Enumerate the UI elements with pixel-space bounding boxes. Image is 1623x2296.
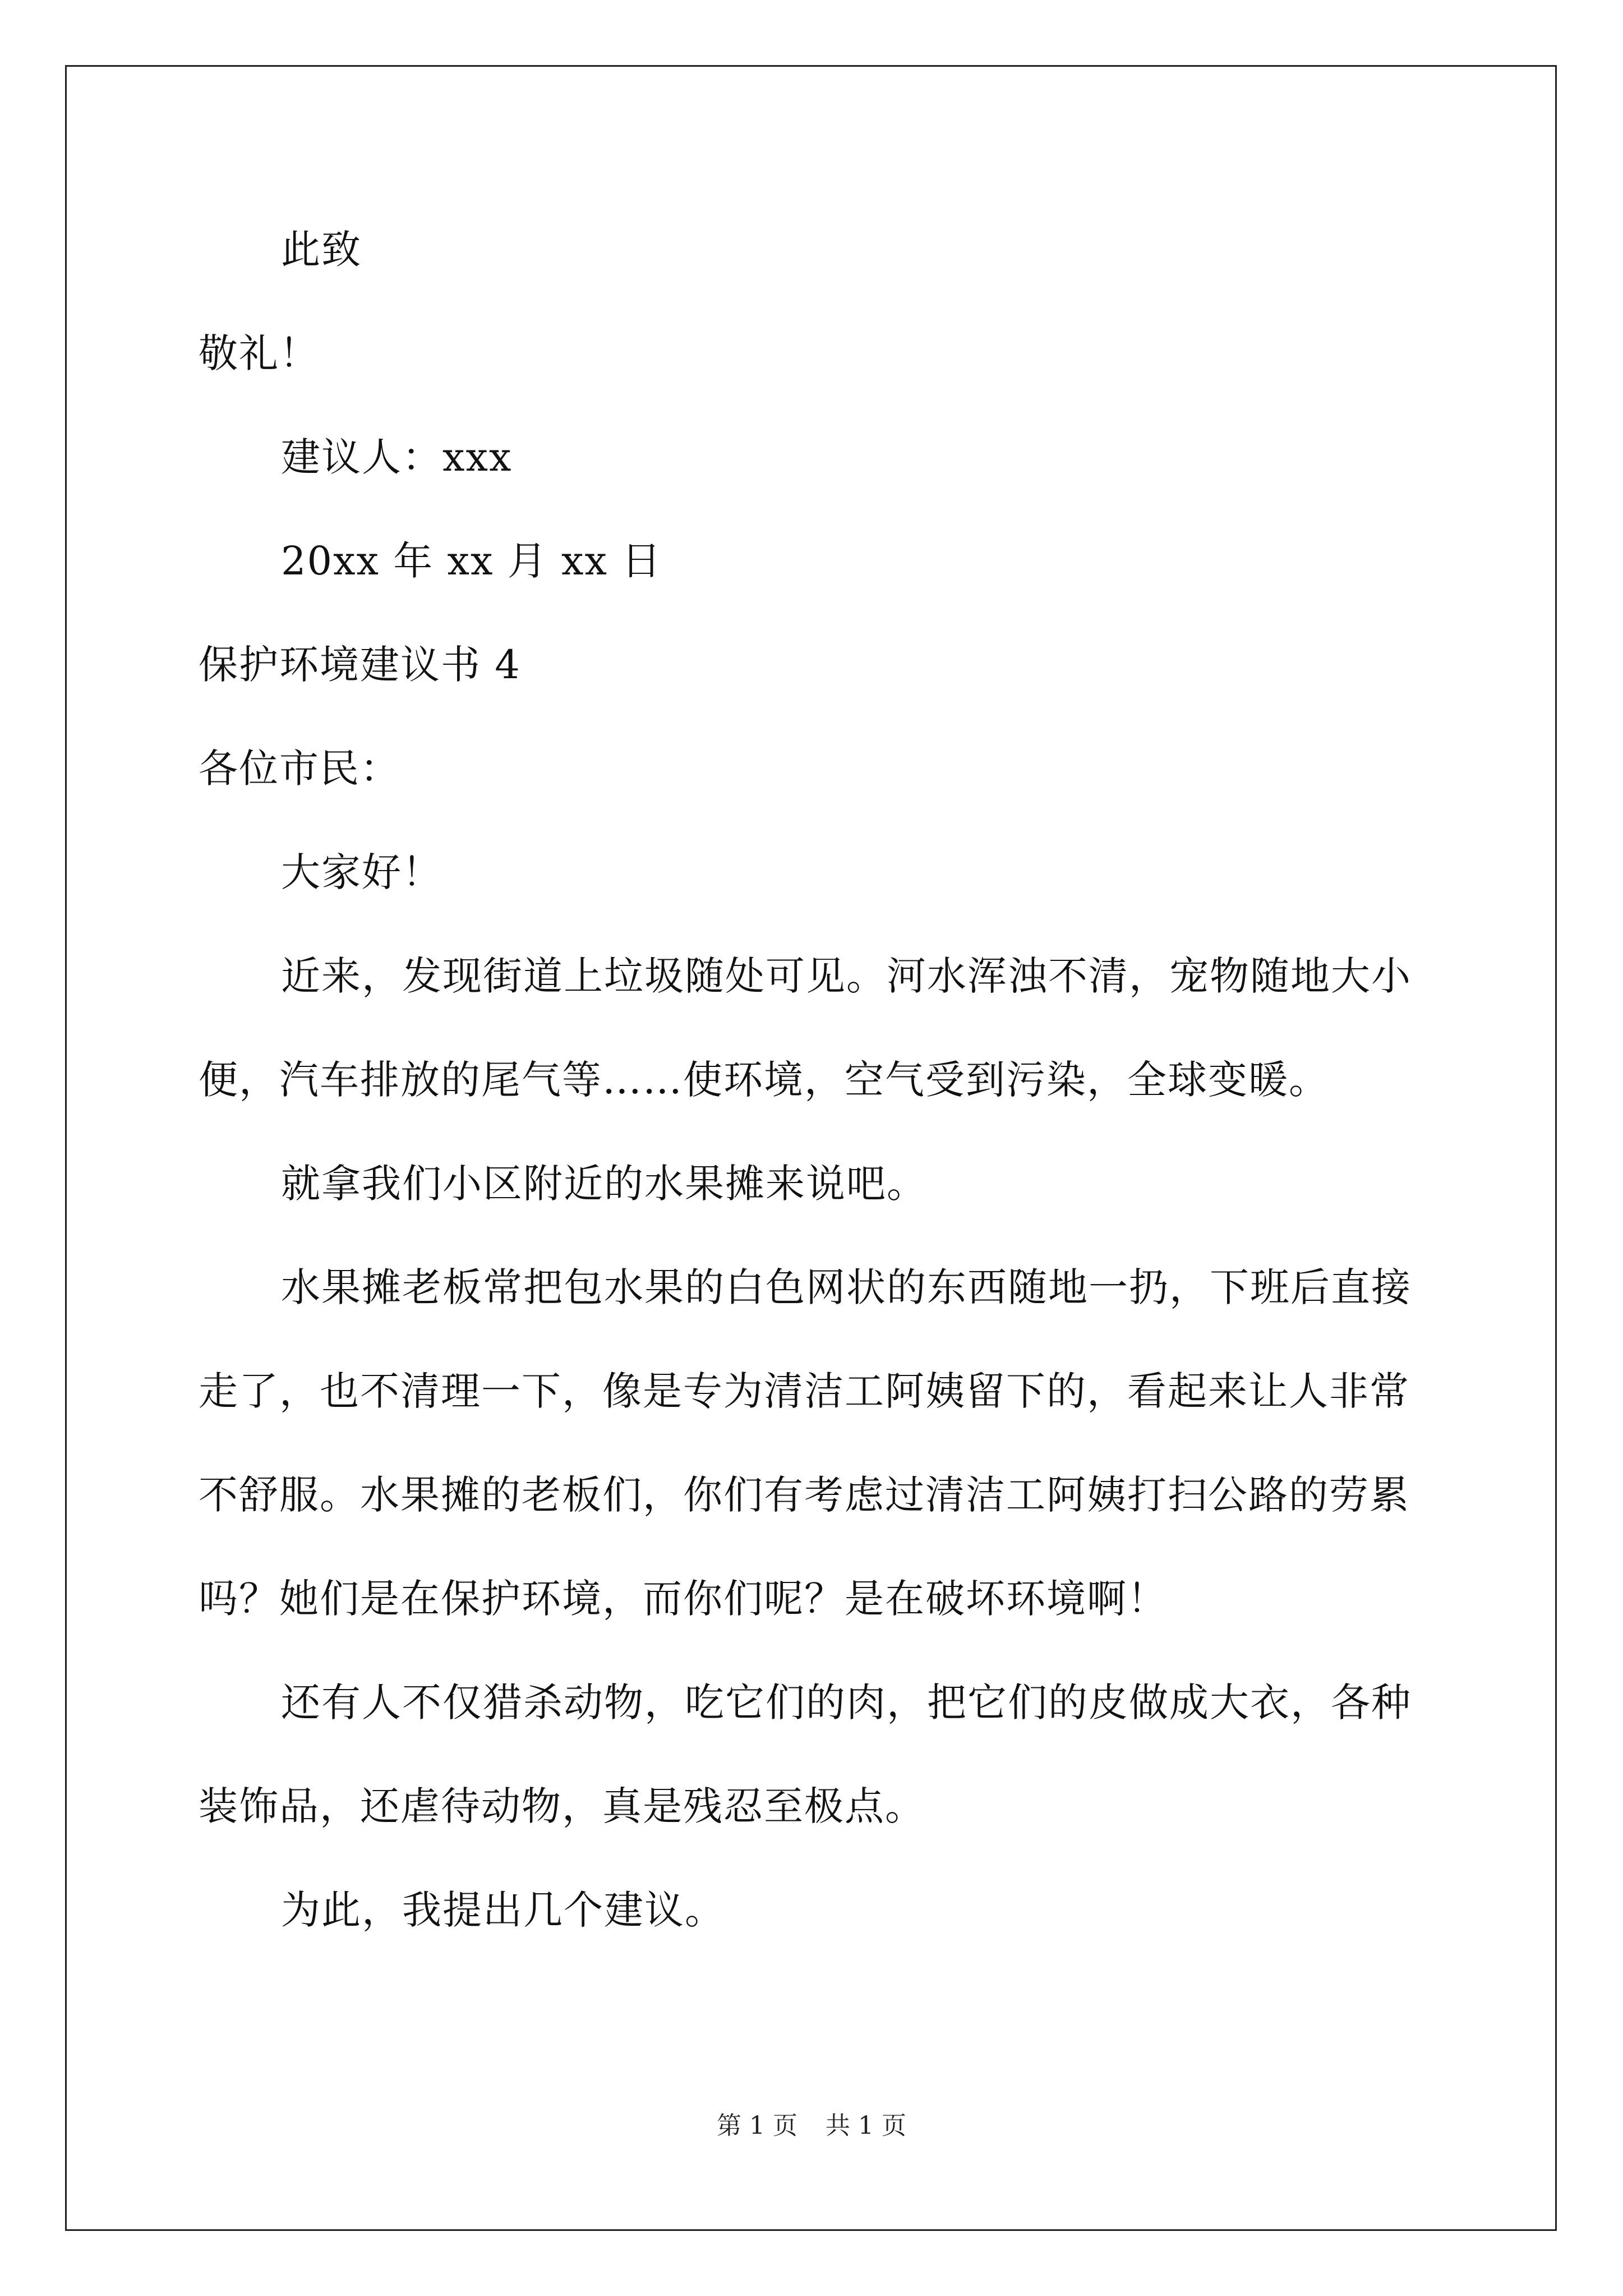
paragraph-line: 吗？她们是在保护环境，而你们呢？是在破坏环境啊！ [199, 1576, 1168, 1622]
paragraph-line: 走了，也不清理一下，像是专为清洁工阿姨留下的，看起来让人非常 [199, 1368, 1410, 1414]
signer-line: 建议人：xxx [281, 434, 513, 480]
addressee: 各位市民： [199, 746, 400, 792]
paragraph-line: 不舒服。水果摊的老板们，你们有考虑过清洁工阿姨打扫公路的劳累 [199, 1472, 1410, 1518]
greeting: 大家好！ [281, 849, 442, 895]
paragraph-line: 就拿我们小区附近的水果摊来说吧。 [281, 1161, 927, 1207]
closing-salutation: 此致 [281, 227, 362, 273]
paragraph-line: 便，汽车排放的尾气等……使环境，空气受到污染，全球变暖。 [199, 1057, 1329, 1103]
paragraph-line: 为此，我提出几个建议。 [281, 1887, 725, 1933]
paragraph-line: 装饰品，还虐待动物，真是残忍至极点。 [199, 1783, 925, 1829]
closing-regards: 敬礼！ [199, 330, 320, 376]
page-number: 第 1 页 [717, 2111, 797, 2140]
page-total: 共 1 页 [826, 2111, 906, 2140]
paragraph-line: 还有人不仅猎杀动物，吃它们的肉，把它们的皮做成大衣，各种 [281, 1680, 1412, 1726]
page-footer [0, 2109, 1623, 2143]
section-title: 保护环境建议书 4 [199, 642, 521, 688]
paragraph-line: 近来，发现街道上垃圾随处可见。河水浑浊不清，宠物随地大小 [281, 953, 1412, 999]
date-line: 20xx 年 xx 月 xx 日 [281, 538, 662, 584]
paragraph-line: 水果摊老板常把包水果的白色网状的东西随地一扔，下班后直接 [281, 1264, 1412, 1310]
